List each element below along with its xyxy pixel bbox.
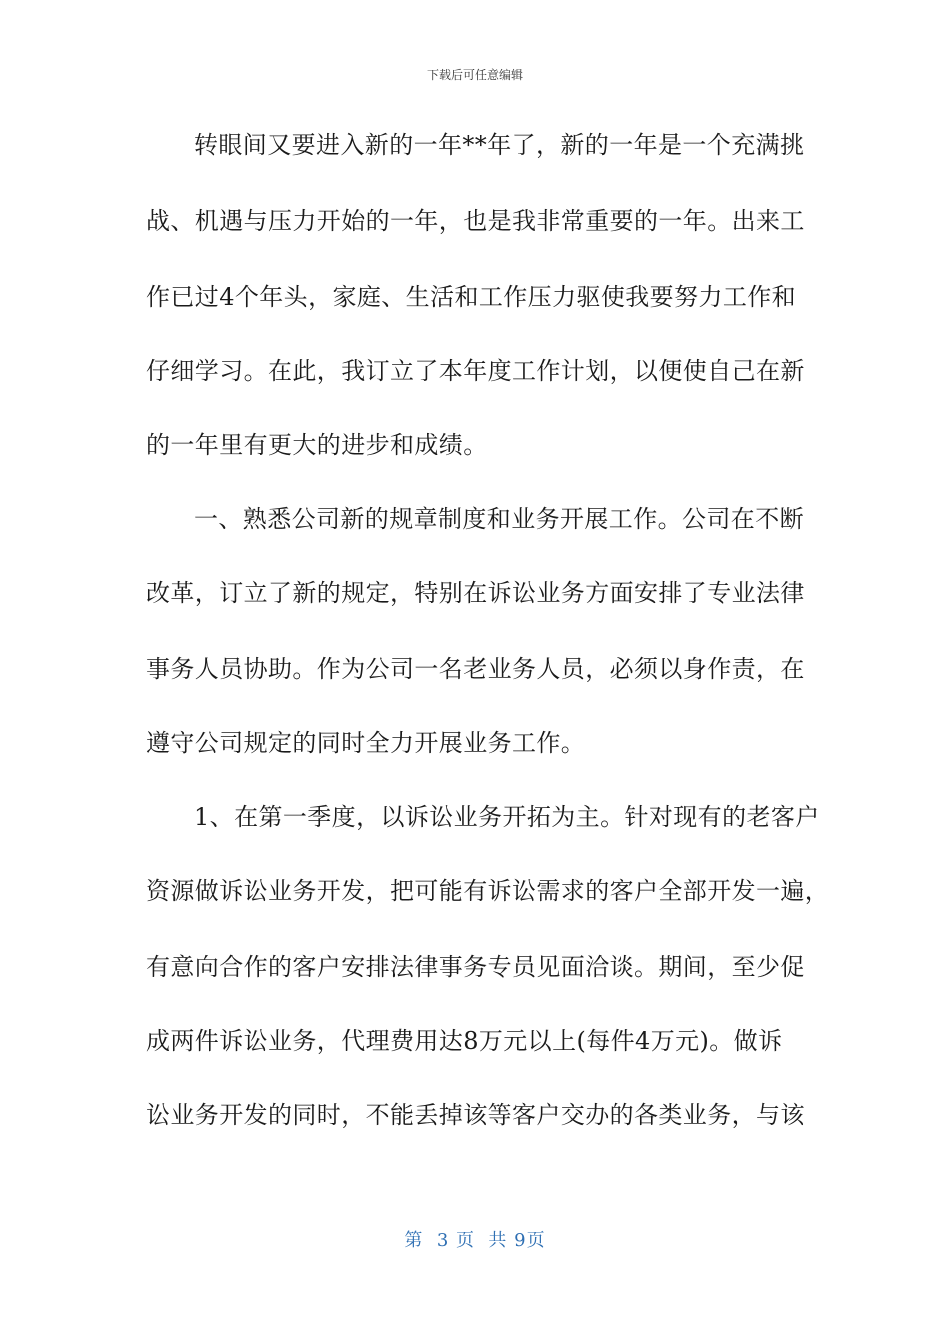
page-number-footer: 第 3 页 共 9页: [404, 1230, 546, 1251]
paragraph-line: 资源做诉讼业务开发，把可能有诉讼需求的客户全部开发一遍，: [146, 877, 830, 905]
paragraph-line: 仔细学习。在此，我订立了本年度工作计划，以便使自己在新: [146, 357, 805, 385]
paragraph-line: 成两件诉讼业务，代理费用达8万元以上(每件4万元)。做诉: [146, 1027, 783, 1055]
paragraph-line: 的一年里有更大的进步和成绩。: [146, 431, 488, 459]
paragraph-line: 讼业务开发的同时，不能丢掉该等客户交办的各类业务，与该: [146, 1101, 805, 1129]
paragraph-line: 1、在第一季度，以诉讼业务开拓为主。针对现有的老客户: [194, 803, 820, 831]
paragraph-line: 一、熟悉公司新的规章制度和业务开展工作。公司在不断: [194, 505, 804, 533]
paragraph-line: 作已过4个年头，家庭、生活和工作压力驱使我要努力工作和: [146, 283, 797, 311]
page-header: 下载后可任意编辑: [426, 68, 523, 82]
paragraph-line: 改革，订立了新的规定，特别在诉讼业务方面安排了专业法律: [146, 579, 805, 607]
paragraph-line: 遵守公司规定的同时全力开展业务工作。: [146, 729, 586, 757]
paragraph-line: 转眼间又要进入新的一年**年了，新的一年是一个充满挑: [194, 131, 805, 159]
paragraph-line: 战、机遇与压力开始的一年，也是我非常重要的一年。出来工: [146, 207, 805, 235]
paragraph-line: 有意向合作的客户安排法律事务专员见面洽谈。期间，至少促: [146, 953, 805, 981]
paragraph-line: 事务人员协助。作为公司一名老业务人员，必须以身作责，在: [146, 655, 805, 683]
